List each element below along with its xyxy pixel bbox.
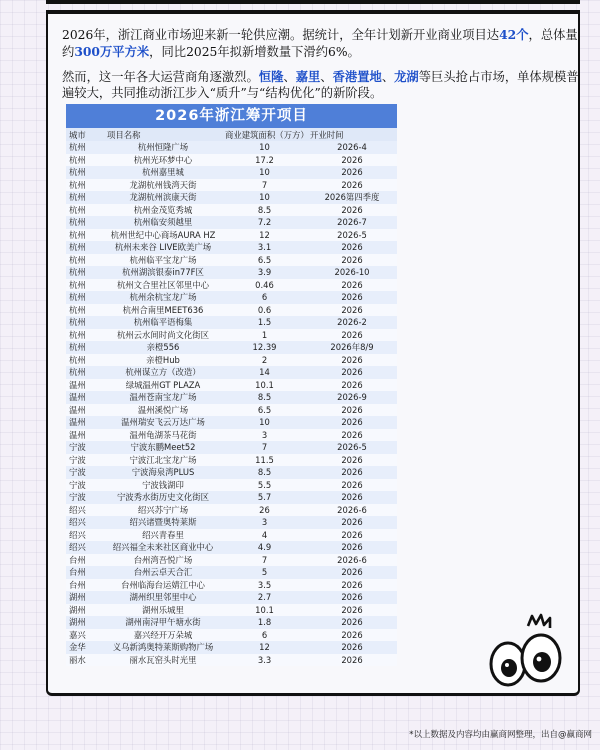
header-city: 城市 [66,128,104,141]
cell-area: 3 [222,516,307,529]
cell-city: 金华 [66,641,104,654]
cell-project-name: 杭州合南里MEET636 [104,304,222,317]
area-highlight: 300万平方米 [74,43,150,59]
cell-project-name: 宁波东鹏Meet52 [104,441,222,454]
brand-highlight: 恒隆 [258,69,284,84]
cell-area: 10 [222,416,307,429]
cell-opening-date: 2026-2 [307,316,397,329]
table-row [66,541,397,554]
cell-area: 4 [222,529,307,542]
table-row [66,141,397,154]
cell-city: 宁波 [66,441,104,454]
cell-area: 3.5 [222,579,307,592]
table-row [66,216,397,229]
cell-opening-date: 2026第四季度 [307,191,397,204]
cell-project-name: 杭州恒隆广场 [104,141,222,154]
cell-opening-date: 2026-6 [307,554,397,567]
table-row [66,379,397,392]
separator: 、 [320,70,333,84]
cell-project-name: 温州苍南宝龙广场 [104,391,222,404]
cell-city: 温州 [66,391,104,404]
cell-opening-date: 2026-4 [307,141,397,154]
cell-area: 6 [222,629,307,642]
table-row [66,241,397,254]
cell-project-name: 绍兴诸暨奥特莱斯 [104,516,222,529]
projects-table [66,128,397,666]
table-row [66,229,397,242]
cell-city: 台州 [66,554,104,567]
cell-project-name: 杭州湖滨银泰in77F区 [104,266,222,279]
cell-project-name: 宁波钱湖印 [104,479,222,492]
cell-city: 杭州 [66,141,104,154]
brand-highlight: 龙湖 [394,69,419,84]
cell-opening-date: 2026 [307,591,397,604]
cell-opening-date: 2026 [307,404,397,417]
cell-project-name: 绍兴青春里 [104,529,222,542]
cell-area: 10 [222,166,307,179]
cell-city: 宁波 [66,454,104,467]
cell-area: 3.9 [222,266,307,279]
cell-area: 0.6 [222,304,307,317]
cell-opening-date: 2026 [307,416,397,429]
separator: 、 [283,70,296,84]
cell-opening-date: 2026 [307,254,397,267]
table-row [66,404,397,417]
source-footnote: *以上数据及内容均由赢商网整理，出自@赢商网 [409,730,592,740]
cell-city: 台州 [66,579,104,592]
cell-city: 杭州 [66,354,104,367]
separator: 、 [381,70,395,84]
cell-project-name: 绿城温州GT PLAZA [104,379,222,392]
table-row [66,529,397,542]
cell-project-name: 杭州嘉里城 [104,166,222,179]
cell-area: 12 [222,229,307,242]
intro-text: 2026年，浙江商业市场迎来新一轮供应潮。据统计，全年计划新开业商业项目达 [62,28,500,42]
cell-opening-date: 2026 [307,204,397,217]
cell-opening-date: 2026 [307,329,397,342]
cell-project-name: 温州龟湖茶马花街 [104,429,222,442]
cell-project-name: 台州临海台运婧江中心 [104,579,222,592]
table-row [66,179,397,192]
cell-project-name: 杭州光环梦中心 [104,154,222,167]
cell-area: 10 [222,141,307,154]
intro-text: ，总体量约 [62,28,578,59]
cell-project-name: 台州云卓天合汇 [104,566,222,579]
cell-opening-date: 2026 [307,604,397,617]
cell-opening-date: 2026 [307,479,397,492]
cell-area: 8.5 [222,204,307,217]
table-row [66,516,397,529]
cell-project-name: 杭州临平宝龙广场 [104,254,222,267]
cell-city: 杭州 [66,179,104,192]
cell-area: 2.7 [222,591,307,604]
cell-project-name: 杭州金茂览秀城 [104,204,222,217]
cell-area: 4.9 [222,541,307,554]
brand-highlight: 嘉里 [295,69,321,84]
cell-project-name: 杭州世纪中心商场AURA HZ [104,229,222,242]
cell-city: 杭州 [66,341,104,354]
cell-area: 8.5 [222,466,307,479]
cell-area: 6.5 [222,254,307,267]
cell-area: 12.39 [222,341,307,354]
cell-project-name: 龙湖杭州滨康天街 [104,191,222,204]
table-row [66,204,397,217]
cell-city: 绍兴 [66,529,104,542]
cell-area: 10.1 [222,604,307,617]
cell-city: 杭州 [66,204,104,217]
cell-city: 湖州 [66,604,104,617]
header-area: 商业建筑面积（万方） [222,128,307,141]
cell-opening-date: 2026 [307,154,397,167]
cell-area: 5.7 [222,491,307,504]
cell-project-name: 杭州未来谷 LIVE欧美广场 [104,241,222,254]
table-row [66,354,397,367]
cell-opening-date: 2026 [307,616,397,629]
cell-opening-date: 2026年8/9 [307,341,397,354]
table-row [66,254,397,267]
cell-area: 3 [222,429,307,442]
cell-city: 杭州 [66,166,104,179]
cell-city: 丽水 [66,654,104,667]
cell-area: 1.8 [222,616,307,629]
projects-table-container [66,104,397,666]
table-row [66,616,397,629]
project-count-highlight: 42个 [499,27,529,42]
cell-project-name: 杭州谋立方（改造） [104,366,222,379]
cell-project-name: 绍兴福全未来社区商业中心 [104,541,222,554]
cell-opening-date: 2026 [307,579,397,592]
cartoon-eyes-icon [484,612,564,692]
cell-opening-date: 2026 [307,291,397,304]
table-row [66,579,397,592]
cell-project-name: 宁波秀水街历史文化街区 [104,491,222,504]
cell-opening-date: 2026 [307,279,397,292]
cell-opening-date: 2026 [307,354,397,367]
cell-area: 8.5 [222,391,307,404]
cell-opening-date: 2026 [307,366,397,379]
cell-city: 杭州 [66,216,104,229]
cell-opening-date: 2026 [307,179,397,192]
cell-area: 10 [222,191,307,204]
cell-area: 7 [222,179,307,192]
cell-project-name: 杭州临平语梅集 [104,316,222,329]
cell-area: 3.3 [222,654,307,667]
cell-city: 杭州 [66,329,104,342]
cell-city: 嘉兴 [66,629,104,642]
brand-highlight: 香港置地 [332,69,382,84]
header-opening-date: 开业时间 [307,128,397,141]
table-row [66,441,397,454]
table-row [66,566,397,579]
cell-city: 杭州 [66,266,104,279]
header-project-name: 项目名称 [104,128,222,141]
cell-area: 12 [222,641,307,654]
cell-city: 杭州 [66,316,104,329]
table-row [66,391,397,404]
cell-city: 宁波 [66,466,104,479]
table-row [66,479,397,492]
cell-area: 7.2 [222,216,307,229]
cell-opening-date: 2026 [307,491,397,504]
table-row [66,591,397,604]
cell-opening-date: 2026 [307,629,397,642]
cell-project-name: 亲橙556 [104,341,222,354]
cell-opening-date: 2026-6 [307,504,397,517]
cell-area: 0.46 [222,279,307,292]
table-row [66,316,397,329]
cell-project-name: 亲橙Hub [104,354,222,367]
table-row [66,341,397,354]
cell-project-name: 嘉兴经开万朵城 [104,629,222,642]
cell-project-name: 温州瑞安飞云万达广场 [104,416,222,429]
cell-opening-date: 2026 [307,516,397,529]
cell-area: 7 [222,554,307,567]
cell-area: 14 [222,366,307,379]
intro-paragraph-2 [62,69,582,101]
top-border-bar [46,0,580,4]
cell-city: 绍兴 [66,541,104,554]
table-row [66,629,397,642]
table-row [66,491,397,504]
cell-area: 17.2 [222,154,307,167]
cell-area: 2 [222,354,307,367]
cell-city: 宁波 [66,491,104,504]
cell-city: 宁波 [66,479,104,492]
cell-area: 3.1 [222,241,307,254]
cell-opening-date: 2026 [307,654,397,667]
cell-opening-date: 2026 [307,529,397,542]
cell-area: 10.1 [222,379,307,392]
cell-opening-date: 2026 [307,454,397,467]
cell-opening-date: 2026 [307,241,397,254]
cell-opening-date: 2026 [307,166,397,179]
cell-opening-date: 2026-10 [307,266,397,279]
table-row [66,366,397,379]
cell-opening-date: 2026 [307,379,397,392]
cell-city: 湖州 [66,616,104,629]
cell-project-name: 宁波江北宝龙广场 [104,454,222,467]
cell-city: 杭州 [66,304,104,317]
cell-city: 杭州 [66,291,104,304]
cell-city: 温州 [66,416,104,429]
cell-opening-date: 2026-5 [307,441,397,454]
intro-paragraph-1 [62,27,582,60]
table-title: 2026年浙江筹开项目 [66,104,397,128]
table-row [66,466,397,479]
table-row [66,416,397,429]
table-row [66,454,397,467]
cell-opening-date: 2026-5 [307,229,397,242]
cell-project-name: 温州溪悦广场 [104,404,222,417]
table-row [66,191,397,204]
cell-opening-date: 2026 [307,429,397,442]
cell-city: 绍兴 [66,504,104,517]
table-header-row [66,128,397,141]
cell-project-name: 湖州织里邻里中心 [104,591,222,604]
cell-project-name: 宁波海泉湾PLUS [104,466,222,479]
cell-city: 杭州 [66,254,104,267]
cell-city: 绍兴 [66,516,104,529]
cell-opening-date: 2026-7 [307,216,397,229]
table-row [66,279,397,292]
cell-area: 5.5 [222,479,307,492]
cell-project-name: 杭州临安须越里 [104,216,222,229]
cell-opening-date: 2026-9 [307,391,397,404]
cell-city: 杭州 [66,241,104,254]
cell-city: 杭州 [66,366,104,379]
cell-project-name: 杭州余杭宝龙广场 [104,291,222,304]
table-row [66,154,397,167]
cell-project-name: 丽水瓦窑头时光里 [104,654,222,667]
cell-area: 1 [222,329,307,342]
table-row [66,554,397,567]
cell-city: 杭州 [66,279,104,292]
table-row [66,304,397,317]
table-row [66,641,397,654]
cell-area: 6 [222,291,307,304]
cell-project-name: 绍兴苏宁广场 [104,504,222,517]
table-row [66,291,397,304]
intro-text: ，同比2025年拟新增数量下滑约6%。 [149,44,360,59]
cell-area: 6.5 [222,404,307,417]
cell-area: 26 [222,504,307,517]
cell-city: 杭州 [66,154,104,167]
cell-project-name: 杭州文合里社区邻里中心 [104,279,222,292]
table-row [66,429,397,442]
table-row [66,166,397,179]
cell-opening-date: 2026 [307,566,397,579]
cell-city: 温州 [66,404,104,417]
cell-city: 温州 [66,379,104,392]
cell-opening-date: 2026 [307,541,397,554]
intro-text: 然而，这一年各大运营商角逐激烈。 [62,70,259,84]
cell-project-name: 龙湖杭州钱湾天街 [104,179,222,192]
cell-area: 1.5 [222,316,307,329]
table-row [66,654,397,667]
cell-project-name: 湖州乐城里 [104,604,222,617]
intro-text: 等巨头抢占市场，单体规模普遍较大，共同推动浙江步入“质升”与“结构优化”的新阶段。 [62,70,579,100]
table-row [66,266,397,279]
cell-project-name: 湖州南浔甲午塘水街 [104,616,222,629]
table-row [66,329,397,342]
table-row [66,604,397,617]
cell-city: 湖州 [66,591,104,604]
cell-city: 台州 [66,566,104,579]
cell-project-name: 台州湾吾悦广场 [104,554,222,567]
cell-opening-date: 2026 [307,641,397,654]
cell-area: 5 [222,566,307,579]
cell-area: 11.5 [222,454,307,467]
table-row [66,504,397,517]
cell-city: 杭州 [66,229,104,242]
cell-city: 温州 [66,429,104,442]
cell-city: 杭州 [66,191,104,204]
cell-project-name: 杭州云水间时尚文化街区 [104,329,222,342]
cell-area: 7 [222,441,307,454]
cell-project-name: 义乌新鸿奥特莱斯购物广场 [104,641,222,654]
table-body [66,141,397,666]
cell-opening-date: 2026 [307,304,397,317]
cell-opening-date: 2026 [307,466,397,479]
